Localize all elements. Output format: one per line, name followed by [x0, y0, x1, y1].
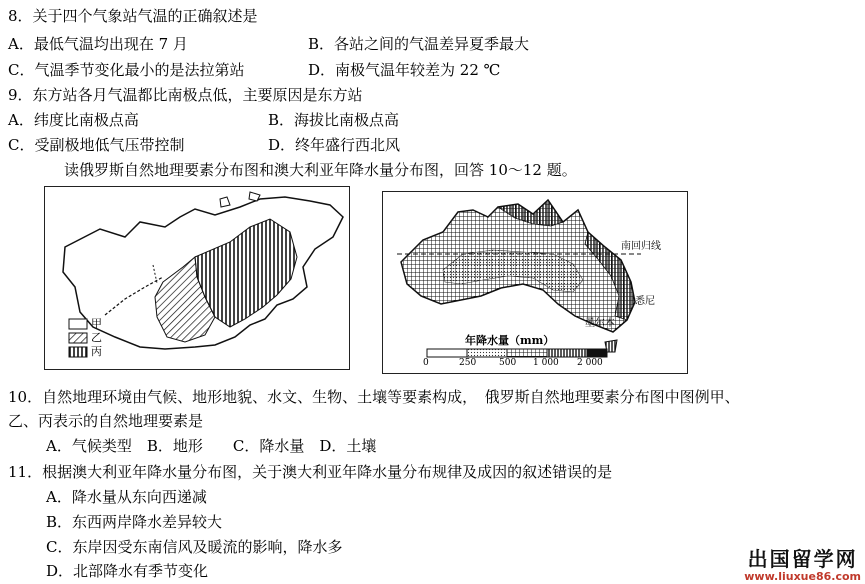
scale-title: 年降水量（mm）: [465, 334, 555, 347]
australia-map: [382, 191, 688, 374]
q9-option-d: D．终年盛行西北风: [268, 136, 401, 154]
russia-map: [44, 186, 350, 370]
q10-stem-line1: 10．自然地理环境由气候、地形地貌、水文、生物、土壤等要素构成， 俄罗斯自然地理要素分布图中图例甲、: [8, 388, 740, 406]
tick-500: 500: [499, 358, 517, 368]
watermark-url: www.liuxue86.com: [744, 570, 861, 583]
tick-1000: 1 000: [533, 358, 559, 368]
q9-option-b: B．海拔比南极点高: [268, 111, 400, 129]
q9-stem: 9．东方站各月气温都比南极点低，主要原因是东方站: [8, 86, 363, 104]
q11-option-d: D．北部降水有季节变化: [46, 562, 209, 580]
label-sydney: 悉尼: [635, 296, 655, 307]
q11-option-a: A．降水量从东向西递减: [46, 488, 207, 506]
map-intro: 读俄罗斯自然地理要素分布图和澳大利亚年降水量分布图，回答 10～12 题。: [64, 161, 577, 179]
watermark-title: 出国留学网: [747, 547, 858, 571]
q11-option-c: C．东岸因受东南信风及暖流的影响，降水多: [46, 538, 343, 556]
q9-option-a: A．纬度比南极点高: [8, 111, 139, 129]
russia-legend: [69, 319, 87, 357]
q8-stem: 8．关于四个气象站气温的正确叙述是: [8, 7, 258, 25]
tick-0: 0: [423, 358, 429, 368]
rainfall-scale-bar: [427, 349, 607, 357]
label-tropic: 南回归线: [621, 241, 661, 252]
label-melbourne: 墨尔本: [585, 318, 615, 329]
q8-option-a: A．最低气温均出现在 7 月: [8, 35, 188, 53]
island: [220, 197, 230, 207]
q11-stem: 11．根据澳大利亚年降水量分布图，关于澳大利亚年降水量分布规律及成因的叙述错误的是: [8, 463, 613, 481]
legend-yi: 乙: [91, 331, 102, 344]
q10-options: A．气候类型 B．地形 C．降水量 D．土壤: [46, 437, 377, 455]
q8-option-b: B．各站之间的气温差异夏季最大: [308, 35, 530, 53]
watermark: [744, 548, 861, 584]
q8-option-d: D．南极气温年较差为 22 ℃: [308, 61, 501, 79]
q10-stem-line2: 乙、丙表示的自然地理要素是: [8, 412, 204, 430]
tick-250: 250: [459, 358, 477, 368]
legend-bing: 丙: [91, 345, 102, 358]
q11-option-b: B．东西两岸降水差异较大: [46, 513, 223, 531]
q8-option-c: C．气温季节变化最小的是法拉第站: [8, 61, 245, 79]
tick-2000: 2 000: [577, 358, 603, 368]
q9-option-c: C．受副极地低气压带控制: [8, 136, 185, 154]
legend-jia: 甲: [91, 317, 102, 330]
